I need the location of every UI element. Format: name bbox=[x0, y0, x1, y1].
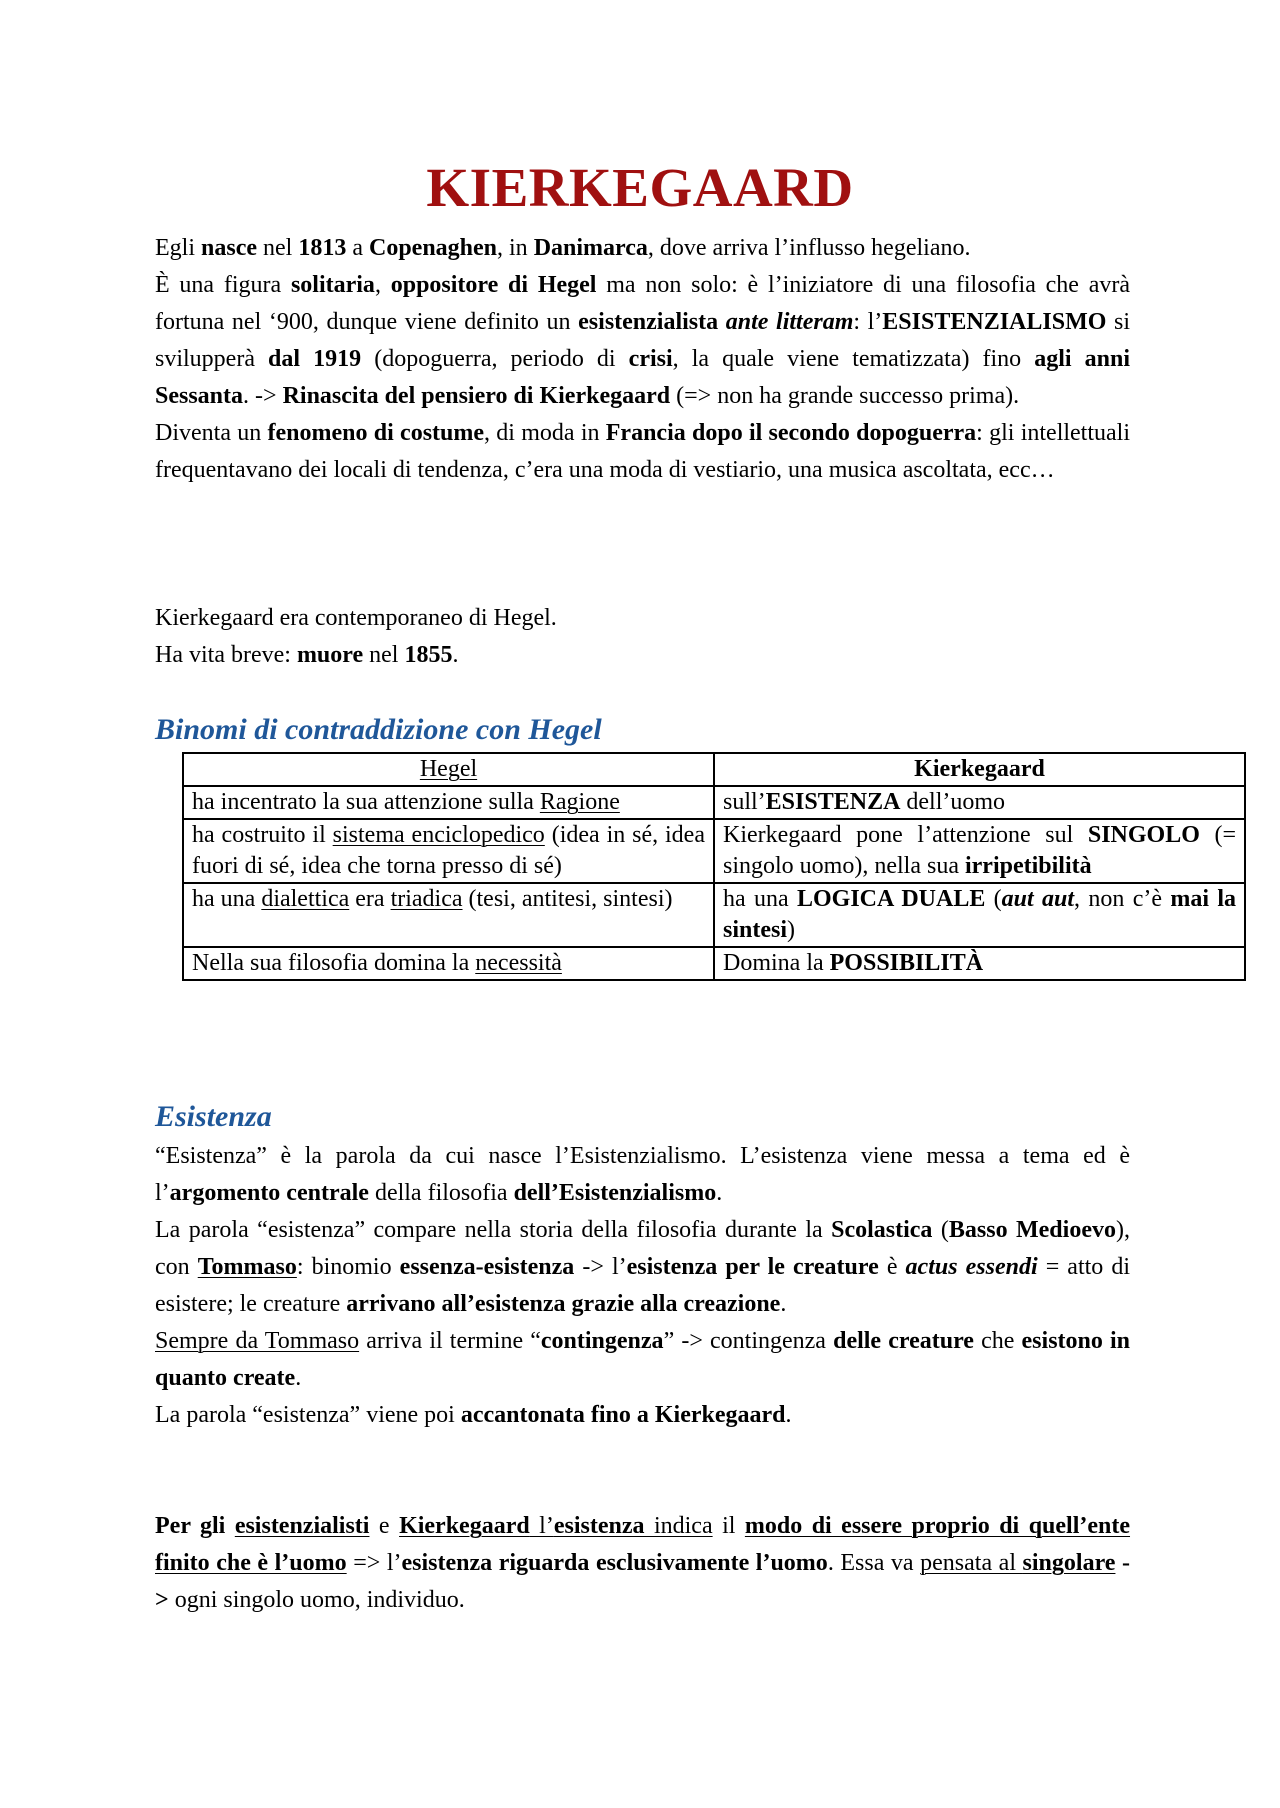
table-cell-hegel: ha costruito il sistema enciclopedico (idea in sé, idea fuori di sé, idea che torna presso di sé) bbox=[183, 819, 714, 883]
table-cell-kierkegaard: ha una LOGICA DUALE (aut aut, non c’è mai la sintesi) bbox=[714, 883, 1245, 947]
intro-paragraph-fashion: Diventa un fenomeno di costume, di moda in Francia dopo il secondo dopoguerra: gli intellettuali frequentavano dei locali di tendenza, c’era una moda di vestiario, una musica ascoltata, ecc… bbox=[155, 420, 1131, 483]
esistenza-paragraph-intro: “Esistenza” è la parola da cui nasce l’Esistenzialismo. L’esistenza viene messa a tema ed è l’argomento centrale della filosofia dell’Esistenzialismo. bbox=[155, 1143, 1130, 1206]
table-cell-kierkegaard: sull’ESISTENZA dell’uomo bbox=[714, 786, 1245, 819]
table-cell-hegel: ha una dialettica era triadica (tesi, antitesi, sintesi) bbox=[183, 883, 714, 947]
table-header-row bbox=[183, 753, 1245, 786]
esistenza-paragraph-definition: Per gli esistenzialisti e Kierkegaard l’esistenza indica il modo di essere proprio di quell’ente finito che è l’uomo => l’esistenza riguarda esclusivamente l’uomo. Essa va pensata al singolare -> ogni singolo uomo, individuo. bbox=[155, 1513, 1131, 1613]
esistenza-paragraph-scolastica: La parola “esistenza” compare nella storia della filosofia durante la Scolastica (Basso Medioevo), con Tommaso: binomio essenza-esistenza -> l’esistenza per le creature è actus essendi = atto di esistere; le creature arrivano all’esistenza grazie alla creazione. bbox=[155, 1217, 1131, 1317]
intro-paragraph-contemporary: Kierkegaard era contemporaneo di Hegel. bbox=[155, 605, 557, 631]
table-cell-hegel: ha incentrato la sua attenzione sulla Ragione bbox=[183, 786, 714, 819]
comparison-table bbox=[182, 752, 1246, 981]
intro-section bbox=[155, 230, 1130, 489]
intro-paragraph-existentialism: È una figura solitaria, oppositore di Hegel ma non solo: è l’iniziatore di una filosofia che avrà fortuna nel ‘900, dunque viene definito un esistenzialista ante litteram: l’ESISTENZIALISMO si svilupperà dal 1919 (dopoguerra, periodo di crisi, la quale viene tematizzata) fino agli anni Sessanta. -> Rinascita del pensiero di Kierkegaard (=> non ha grande successo prima). bbox=[155, 272, 1131, 409]
table-cell-hegel: Nella sua filosofia domina la necessità bbox=[183, 947, 714, 980]
page-title: KIERKEGAARD bbox=[426, 157, 854, 218]
intro-paragraph-death: Ha vita breve: muore nel 1855. bbox=[155, 642, 459, 668]
table-cell-kierkegaard: Kierkegaard pone l’attenzione sul SINGOLO (= singolo uomo), nella sua irripetibilità bbox=[714, 819, 1245, 883]
table-header-hegel: Hegel bbox=[183, 753, 714, 786]
section-heading-esistenza: Esistenza bbox=[155, 1100, 272, 1133]
table-row bbox=[183, 786, 1245, 819]
table-row bbox=[183, 819, 1245, 883]
table-row bbox=[183, 947, 1245, 980]
esistenza-paragraph-contingenza: Sempre da Tommaso arriva il termine “contingenza” -> contingenza delle creature che esistono in quanto create. bbox=[155, 1328, 1131, 1391]
table-row bbox=[183, 883, 1245, 947]
table-header-kierkegaard: Kierkegaard bbox=[714, 753, 1245, 786]
esistenza-paragraph-accantonata: La parola “esistenza” viene poi accantonata fino a Kierkegaard. bbox=[155, 1402, 792, 1428]
esistenza-definition bbox=[155, 1508, 1130, 1619]
intro-paragraph-birth: Egli nasce nel 1813 a Copenaghen, in Danimarca, dove arriva l’influsso hegeliano. bbox=[155, 235, 971, 261]
table-cell-kierkegaard: Domina la POSSIBILITÀ bbox=[714, 947, 1245, 980]
esistenza-section bbox=[155, 1138, 1130, 1434]
intro-facts bbox=[155, 600, 1130, 674]
section-heading-binomi: Binomi di contraddizione con Hegel bbox=[155, 713, 602, 746]
